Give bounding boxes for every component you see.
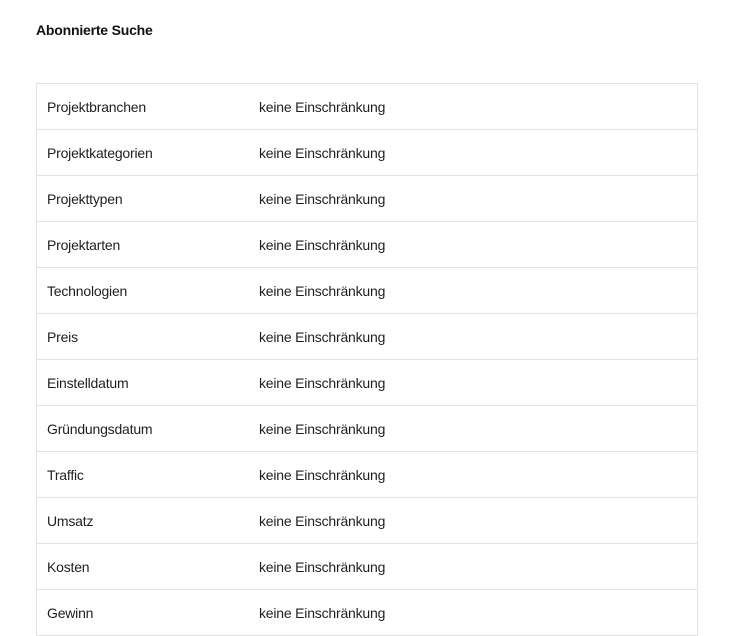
criterion-label: Kosten bbox=[47, 558, 90, 575]
criterion-value: keine Einschränkung bbox=[259, 236, 386, 253]
criterion-label: Gründungsdatum bbox=[47, 420, 153, 437]
table-row bbox=[37, 544, 697, 590]
criterion-value: keine Einschränkung bbox=[259, 328, 386, 345]
criterion-label: Projekttypen bbox=[47, 190, 123, 207]
table-row bbox=[37, 452, 697, 498]
table-row bbox=[37, 176, 697, 222]
table-row bbox=[37, 84, 697, 130]
criterion-value: keine Einschränkung bbox=[259, 466, 386, 483]
search-criteria-table bbox=[36, 83, 698, 636]
criterion-value: keine Einschränkung bbox=[259, 190, 386, 207]
criterion-label: Preis bbox=[47, 328, 78, 345]
criterion-label: Traffic bbox=[47, 466, 84, 483]
criterion-label: Projektarten bbox=[47, 236, 121, 253]
criterion-label: Einstelldatum bbox=[47, 374, 129, 391]
table-row bbox=[37, 222, 697, 268]
criterion-label: Technologien bbox=[47, 282, 128, 299]
criterion-label: Projektkategorien bbox=[47, 144, 153, 161]
criterion-value: keine Einschränkung bbox=[259, 604, 386, 621]
criterion-value: keine Einschränkung bbox=[259, 374, 386, 391]
table-row bbox=[37, 130, 697, 176]
criterion-value: keine Einschränkung bbox=[259, 420, 386, 437]
criterion-value: keine Einschränkung bbox=[259, 144, 386, 161]
criterion-label: Umsatz bbox=[47, 512, 94, 529]
table-row bbox=[37, 590, 697, 636]
page-title: Abonnierte Suche bbox=[36, 22, 153, 38]
criterion-label: Projektbranchen bbox=[47, 98, 146, 115]
table-row bbox=[37, 498, 697, 544]
criterion-value: keine Einschränkung bbox=[259, 98, 386, 115]
table-row bbox=[37, 360, 697, 406]
table-row bbox=[37, 314, 697, 360]
table-row bbox=[37, 268, 697, 314]
criterion-label: Gewinn bbox=[47, 604, 94, 621]
criterion-value: keine Einschränkung bbox=[259, 558, 386, 575]
criterion-value: keine Einschränkung bbox=[259, 282, 386, 299]
criterion-value: keine Einschränkung bbox=[259, 512, 386, 529]
table-row bbox=[37, 406, 697, 452]
